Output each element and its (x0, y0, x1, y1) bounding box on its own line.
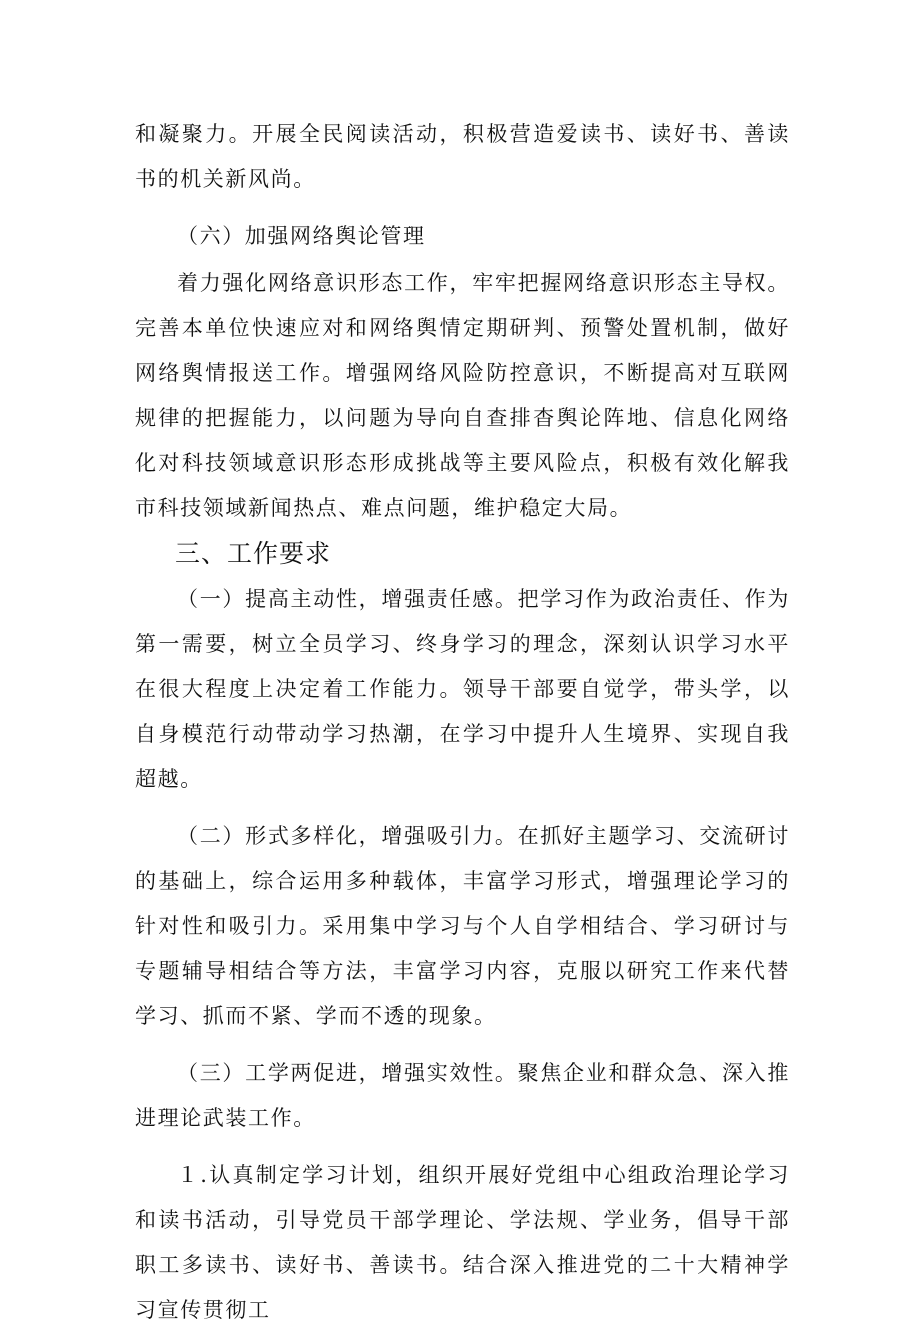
paragraph-requirement-1: （一）提高主动性，增强责任感。把学习作为政治责任、作为第一需要，树立全员学习、终身学习的理念，深刻认识学习水平在很大程度上决定着工作能力。领导干部要自觉学，带头学，以自身模范行动带动学习热潮，在学习中提升人生境界、实现自我超越。 (135, 587, 790, 791)
subheading-network-opinion: （六）加强网络舆论管理 (177, 224, 426, 248)
paragraph-continuation: 和凝聚力。开展全民阅读活动，积极营造爱读书、读好书、善读书的机关新风尚。 (135, 122, 790, 191)
paragraph-network-opinion: 着力强化网络意识形态工作，牢牢把握网络意识形态主导权。完善本单位快速应对和网络舆情定期研判、预警处置机制，做好网络舆情报送工作。增强网络风险防控意识，不断提高对互联网规律的把握能力，以问题为导向自查排杳舆论阵地、信息化网络化对科技领域意识形态形成挑战等主要风险点，积极有效化解我市科技领域新闻热点、难点问题，维护稳定大局。 (135, 271, 790, 520)
paragraph-requirement-3-item-1: １.认真制定学习计划，组织开展好党组中心组政治理论学习和读书活动，引导党员干部学理论、学法规、学业务，倡导干部职工多读书、读好书、善读书。结合深入推进党的二十大精神学习宣传贯彻工 (135, 1163, 790, 1322)
paragraph-requirement-2: （二）形式多样化，增强吸引力。在抓好主题学习、交流研讨的基础上，综合运用多种载体，丰富学习形式，增强理论学习的针对性和吸引力。采用集中学习与个人自学相结合、学习研讨与专题辅导相结合等方法，丰富学习内容，克服以研究工作来代替学习、抓而不紧、学而不透的现象。 (135, 824, 790, 1028)
section-heading-work-requirements: 三、工作要求 (175, 539, 332, 568)
paragraph-requirement-3: （三）工学两促进，增强实效性。聚焦企业和群众急、深入推进理论武装工作。 (135, 1061, 790, 1130)
document-body (135, 112, 790, 1333)
